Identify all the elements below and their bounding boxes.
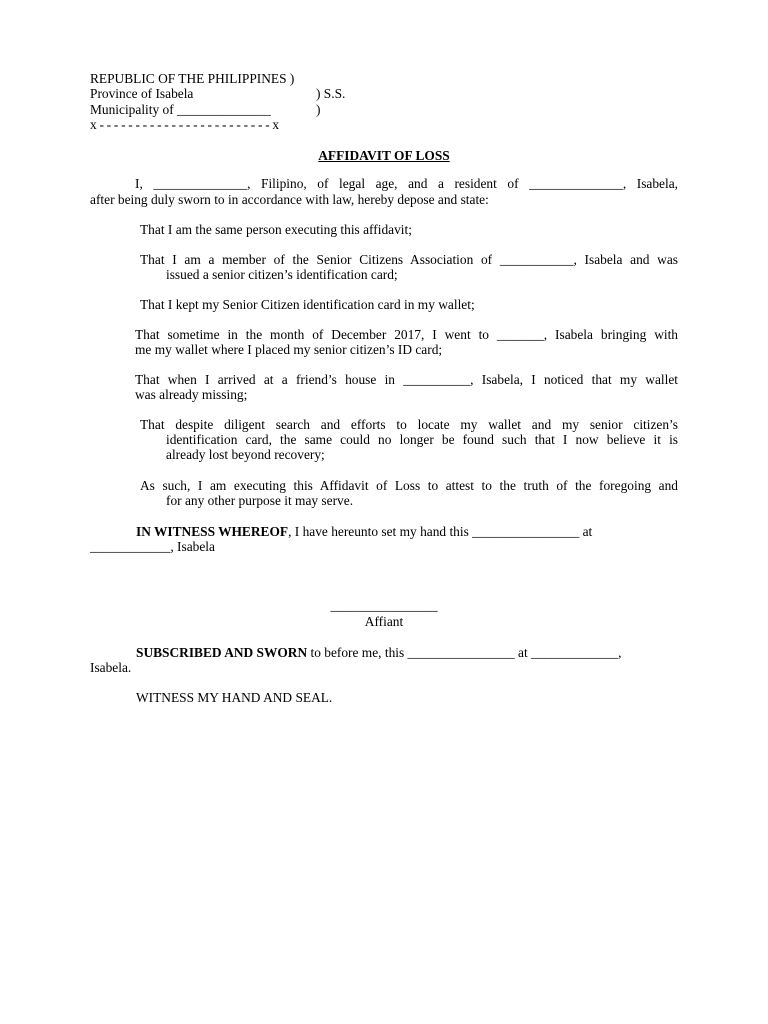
jurat-bold: SUBSCRIBED AND SWORN (136, 645, 308, 660)
caption-paren: ) (316, 102, 321, 117)
statement-1: That I am the same person executing this affidavit; (140, 222, 412, 237)
jurat-line-2: Isabela. (90, 660, 132, 675)
witness-line-1 (136, 524, 678, 540)
statement-4-line-2: me my wallet where I placed my senior citizen’s ID card; (135, 342, 443, 357)
intro-line-2: after being duly sworn to in accordance with law, hereby depose and state: (90, 192, 489, 207)
statement-5-line-1: That when I arrived at a friend’s house in __________, Isabela, I noticed that my wallet (135, 372, 678, 387)
jurat-rest: to before me, this ________________ at _____________, (307, 645, 622, 660)
caption-ss: ) S.S. (316, 86, 346, 101)
document-title: AFFIDAVIT OF LOSS (318, 148, 450, 163)
statement-6-line-1: That despite diligent search and efforts to locate my wallet and my senior citizen’s (140, 417, 678, 432)
statement-6-line-3: already lost beyond recovery; (166, 447, 325, 462)
statement-5-line-2: was already missing; (135, 387, 248, 402)
intro-line-1: I, ______________, Filipino, of legal age, and a resident of ______________, Isabela, (135, 176, 678, 191)
statement-2-line-1: That I am a member of the Senior Citizens Association of ___________, Isabela and was (140, 252, 678, 267)
statement-7-line-1: As such, I am executing this Affidavit of Loss to attest to the truth of the foregoing and (140, 478, 678, 493)
statement-2-line-2: issued a senior citizen’s identification card; (166, 267, 398, 282)
witness-rest: , I have hereunto set my hand this ________________ at (288, 524, 593, 539)
caption-republic: REPUBLIC OF THE PHILIPPINES ) (90, 71, 295, 86)
statement-3: That I kept my Senior Citizen identification card in my wallet; (140, 297, 475, 312)
caption-divider: x - - - - - - - - - - - - - - - - - - - - - - - - x (90, 117, 279, 132)
statement-4-line-1: That sometime in the month of December 2017, I went to _______, Isabela bringing with (135, 327, 678, 342)
affiant-signature-line: ________________ (330, 598, 438, 613)
closing-statement: WITNESS MY HAND AND SEAL. (136, 690, 333, 705)
statement-7-line-2: for any other purpose it may serve. (166, 493, 354, 508)
caption-province: Province of Isabela (90, 86, 194, 101)
witness-bold: IN WITNESS WHEREOF (136, 524, 289, 539)
statement-6-line-2: identification card, the same could no longer be found such that I now believe it is (166, 432, 678, 447)
witness-line-2: ____________, Isabela (90, 539, 215, 554)
affiant-label: Affiant (364, 614, 404, 629)
caption-municipality: Municipality of ______________ (90, 102, 271, 117)
jurat-line-1 (136, 645, 678, 661)
